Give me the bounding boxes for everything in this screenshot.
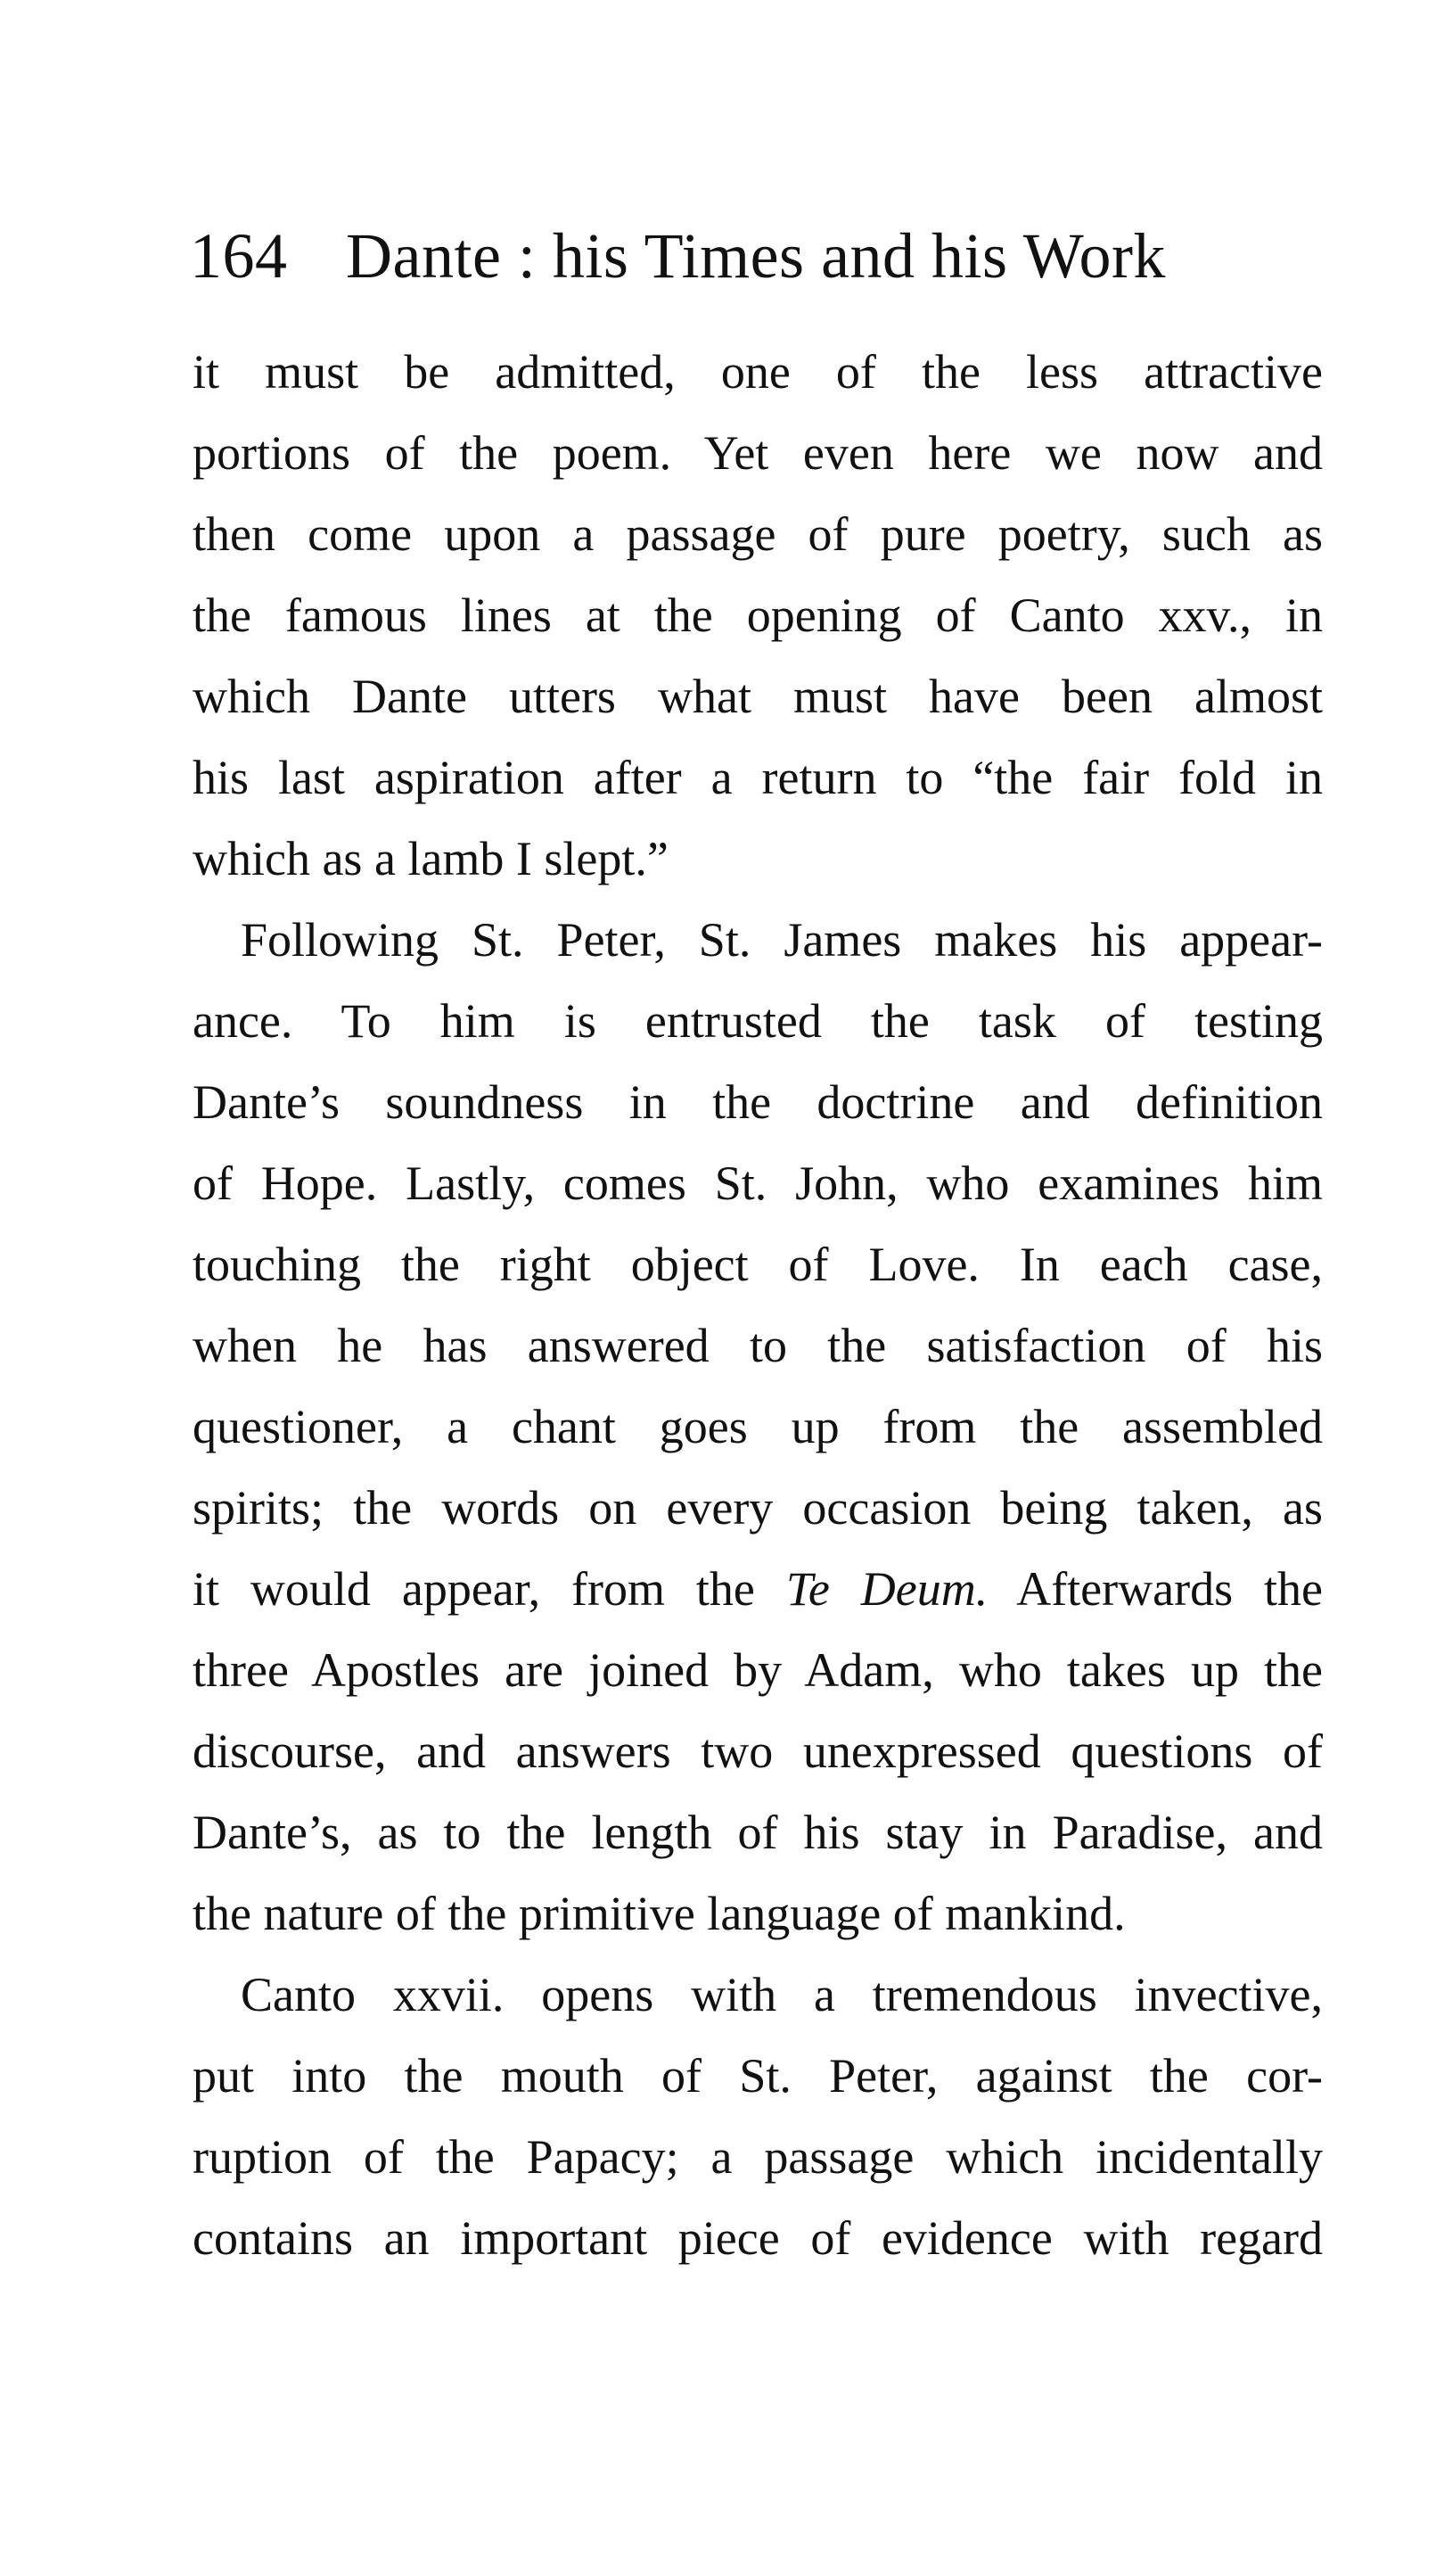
text-fragment: it would appear, from the bbox=[193, 1562, 755, 1616]
running-title: Dante : his Times and his Work bbox=[346, 220, 1166, 292]
text-fragment: Afterwards the bbox=[1016, 1562, 1323, 1616]
text-line: questioner, a chant goes up from the assembled bbox=[193, 1400, 1323, 1453]
text-line-with-italic bbox=[193, 1549, 1323, 1630]
text-line: when he has answered to the satisfaction of his bbox=[193, 1319, 1323, 1372]
text-line: it must be admitted, one of the less attractive bbox=[193, 345, 1323, 399]
text-line: ruption of the Papacy; a passage which incidentally bbox=[193, 2130, 1323, 2184]
body-text bbox=[193, 332, 1323, 2279]
text-line: which as a lamb I slept.” bbox=[193, 832, 669, 885]
text-line: portions of the poem. Yet even here we now and bbox=[193, 426, 1323, 480]
paragraph-3 bbox=[193, 1955, 1323, 2279]
italic-title: Te Deum. bbox=[785, 1562, 989, 1616]
paragraph-1 bbox=[193, 332, 1323, 900]
text-line: contains an important piece of evidence with regard bbox=[193, 2211, 1323, 2265]
text-line: which Dante utters what must have been almost bbox=[193, 670, 1323, 723]
text-line: Dante’s, as to the length of his stay in Paradise, and bbox=[193, 1806, 1323, 1859]
text-line: ance. To him is entrusted the task of testing bbox=[193, 994, 1323, 1048]
text-line: of Hope. Lastly, comes St. John, who examines him bbox=[193, 1156, 1323, 1210]
text-line: the famous lines at the opening of Canto xxv., in bbox=[193, 588, 1323, 642]
text-line: discourse, and answers two unexpressed questions of bbox=[193, 1724, 1323, 1778]
paragraph-2 bbox=[193, 900, 1323, 1955]
text-line: touching the right object of Love. In each case, bbox=[193, 1238, 1323, 1291]
text-line: Following St. Peter, St. James makes his appear- bbox=[241, 913, 1323, 967]
text-line: three Apostles are joined by Adam, who takes up the bbox=[193, 1643, 1323, 1697]
page-number: 164 bbox=[190, 220, 288, 292]
page-header bbox=[190, 207, 1322, 305]
text-line: spirits; the words on every occasion being taken, as bbox=[193, 1481, 1323, 1535]
text-line: Dante’s soundness in the doctrine and definition bbox=[193, 1075, 1323, 1129]
text-line: then come upon a passage of pure poetry, such as bbox=[193, 507, 1323, 561]
text-line: Canto xxvii. opens with a tremendous invective, bbox=[241, 1968, 1323, 2021]
text-line: put into the mouth of St. Peter, against the cor- bbox=[193, 2049, 1323, 2103]
text-line: his last aspiration after a return to “the fair fold in bbox=[193, 751, 1323, 804]
text-line: the nature of the primitive language of mankind. bbox=[193, 1887, 1126, 1940]
